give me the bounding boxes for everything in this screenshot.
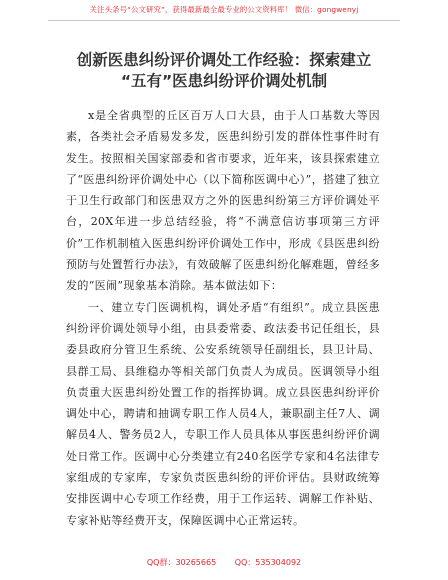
header-divider (48, 20, 400, 21)
footer-qq: QQ：535304092 (234, 558, 302, 567)
header-banner: 关注头条号“公文研究”，获得最新最全最专业的公文资料库！ 微信：gongwenyj (89, 5, 359, 14)
paragraph-section-1: 一、建立专门医调机构，调处矛盾“有组织”。成立县医患纠纷评价调处领导小组，由县委常委、政法委书记任组长，县委县政府分管卫生系统、公安系统领导任副组长，县卫计局、县群工局、县维稳办等相关部门负责人为成员。医调领导小组负责重大医患纠纷处置工作的指挥协调。成立县医患纠纷评价调处中心，聘请和抽调专职工作人员4人，兼职副主任7人、调解员4人、警务员2人，专职工作人员具体从事医患纠纷评价调处日常工作。医调中心分类建立有240名医学专家和4名法律专家组成的专家库，专家负责医患纠纷的评价评估。县财政统筹安排医调中心专项工作经费，用于工作运转、调解工作补贴、专家补贴等经费开支，保障医调中心正常运转。 (66, 300, 380, 527)
title-line-1: 创新医患纠纷评价调处工作经验：探索建立 (76, 51, 372, 69)
document-body (66, 105, 380, 531)
footer-contact (0, 557, 448, 568)
paragraph-intro: x是全省典型的丘区百万人口大县，由于人口基数大等因素，各类社会矛盾易发多发，医患纠纷引发的群体性事件时有发生。按照相关国家部委和省市要求，近年来，该县探索建立了“医患纠纷评价调处中心（以下简称医调中心）”，搭建了独立于卫生行政部门和医患双方之外的医患纠纷第三方评价调处平台，20X年进一步总结经验，将“不满意信访事项第三方评价”工作机制植入医患纠纷评价调处工作中，形成《县医患纠纷预防与处置暂行办法》，有效破解了医患纠纷化解难题，曾经多发的“医闹”现象基本消除。基本做法如下： (66, 109, 380, 293)
footer-qq-group: QQ群：30265665 (146, 558, 217, 567)
document-title (40, 50, 408, 92)
title-line-2: “五有”医患纠纷评价调处机制 (120, 72, 328, 90)
